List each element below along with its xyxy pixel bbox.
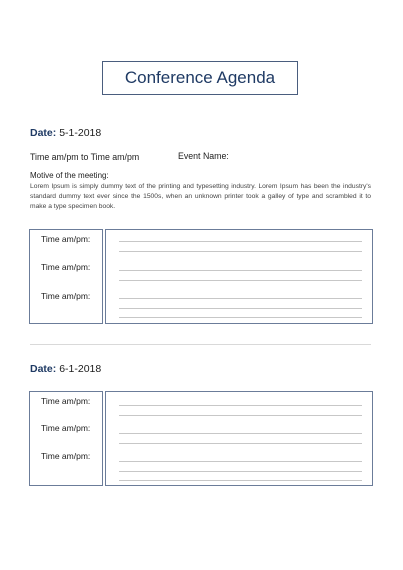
note-line (119, 280, 362, 281)
note-line (119, 480, 362, 481)
time-slot-label: Time am/pm: (41, 291, 91, 301)
document-title: Conference Agenda (124, 68, 276, 87)
time-slot-label: Time am/pm: (41, 396, 91, 406)
date-label: Date: (30, 127, 57, 139)
date-line-1 (30, 127, 101, 139)
note-line (119, 270, 362, 271)
date-value: 6-1-2018 (59, 363, 102, 375)
note-line (119, 415, 362, 416)
date-line-2 (30, 363, 101, 375)
time-slot-label: Time am/pm: (41, 262, 91, 272)
note-line (119, 317, 362, 318)
date-value: 5-1-2018 (59, 127, 102, 139)
note-line (119, 241, 362, 242)
title-box (102, 61, 298, 95)
time-slot-label: Time am/pm: (41, 451, 91, 461)
note-line (119, 443, 362, 444)
note-line (119, 251, 362, 252)
note-line (119, 471, 362, 472)
time-slot-label: Time am/pm: (41, 423, 91, 433)
motive-text: Lorem Ipsum is simply dummy text of the printing and typesetting industry. Lorem Ipsum has been the industry's standard dummy text ever since the 1500s, when an unknown printer took a galley of type and scrambled it to make a type specimen book. (30, 183, 371, 210)
date-label: Date: (30, 363, 57, 375)
note-line (119, 433, 362, 434)
note-line (119, 308, 362, 309)
note-line (119, 298, 362, 299)
note-line (119, 405, 362, 406)
notes-box (105, 391, 373, 486)
note-line (119, 461, 362, 462)
time-slots-box (29, 229, 103, 324)
notes-box (105, 229, 373, 324)
time-slots-box (29, 391, 103, 486)
motive-label: Motive of the meeting: (30, 171, 109, 180)
time-slot-label: Time am/pm: (41, 234, 91, 244)
event-name-label: Event Name: (178, 151, 229, 161)
section-divider (30, 344, 371, 345)
time-range: Time am/pm to Time am/pm (30, 152, 140, 162)
